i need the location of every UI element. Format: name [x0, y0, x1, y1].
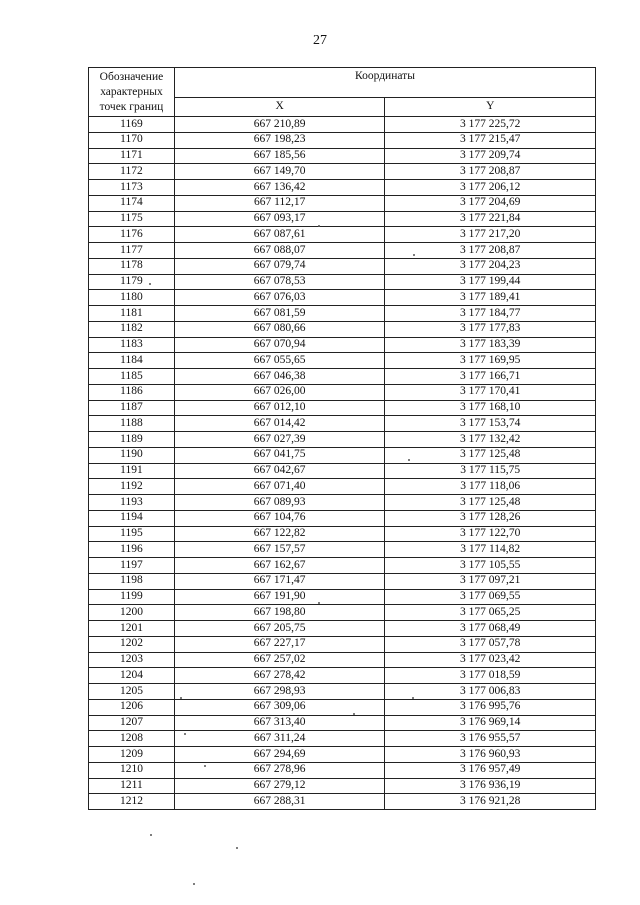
cell-point: 1192	[89, 479, 175, 495]
cell-y: 3 177 068,49	[385, 621, 596, 637]
cell-y: 3 177 208,87	[385, 243, 596, 259]
table-row	[89, 778, 596, 794]
cell-point: 1188	[89, 416, 175, 432]
cell-point: 1185	[89, 369, 175, 385]
cell-point: 1181	[89, 306, 175, 322]
table-row	[89, 542, 596, 558]
cell-point: 1189	[89, 432, 175, 448]
table-row	[89, 652, 596, 668]
table-row	[89, 400, 596, 416]
coordinates-table	[88, 67, 596, 810]
cell-y: 3 177 209,74	[385, 148, 596, 164]
scan-speck	[318, 602, 320, 604]
cell-y: 3 177 215,47	[385, 132, 596, 148]
cell-x: 667 089,93	[174, 495, 385, 511]
cell-x: 667 112,17	[174, 195, 385, 211]
table-row	[89, 479, 596, 495]
cell-point: 1210	[89, 762, 175, 778]
cell-y: 3 177 125,48	[385, 447, 596, 463]
cell-x: 667 014,42	[174, 416, 385, 432]
cell-point: 1178	[89, 258, 175, 274]
cell-x: 667 162,67	[174, 558, 385, 574]
cell-y: 3 177 122,70	[385, 526, 596, 542]
cell-point: 1204	[89, 668, 175, 684]
cell-x: 667 278,96	[174, 762, 385, 778]
cell-x: 667 081,59	[174, 306, 385, 322]
cell-y: 3 177 125,48	[385, 495, 596, 511]
cell-y: 3 177 206,12	[385, 180, 596, 196]
cell-x: 667 288,31	[174, 794, 385, 810]
cell-y: 3 176 955,57	[385, 731, 596, 747]
cell-x: 667 041,75	[174, 447, 385, 463]
cell-point: 1202	[89, 636, 175, 652]
cell-point: 1184	[89, 353, 175, 369]
cell-x: 667 078,53	[174, 274, 385, 290]
table-row	[89, 432, 596, 448]
cell-y: 3 176 957,49	[385, 762, 596, 778]
cell-y: 3 177 177,83	[385, 321, 596, 337]
table-row	[89, 369, 596, 385]
table-row	[89, 274, 596, 290]
table-row	[89, 526, 596, 542]
cell-y: 3 177 169,95	[385, 353, 596, 369]
cell-y: 3 177 128,26	[385, 510, 596, 526]
cell-x: 667 093,17	[174, 211, 385, 227]
table-row	[89, 243, 596, 259]
table-row	[89, 558, 596, 574]
cell-point: 1197	[89, 558, 175, 574]
scan-speck	[413, 254, 415, 256]
table-row	[89, 463, 596, 479]
scan-speck	[408, 459, 410, 461]
table-row	[89, 306, 596, 322]
cell-x: 667 191,90	[174, 589, 385, 605]
cell-point: 1205	[89, 684, 175, 700]
table-row	[89, 747, 596, 763]
cell-x: 667 198,80	[174, 605, 385, 621]
cell-point: 1208	[89, 731, 175, 747]
cell-y: 3 177 184,77	[385, 306, 596, 322]
scan-speck	[204, 765, 206, 767]
table-body	[89, 117, 596, 810]
cell-point: 1201	[89, 621, 175, 637]
cell-x: 667 071,40	[174, 479, 385, 495]
cell-point: 1186	[89, 384, 175, 400]
scan-speck	[412, 697, 414, 699]
table-row	[89, 731, 596, 747]
scan-speck	[149, 283, 151, 285]
cell-point: 1203	[89, 652, 175, 668]
scan-speck	[193, 883, 195, 885]
cell-y: 3 177 208,87	[385, 164, 596, 180]
table-row	[89, 447, 596, 463]
cell-point: 1173	[89, 180, 175, 196]
table-row	[89, 573, 596, 589]
cell-point: 1212	[89, 794, 175, 810]
cell-y: 3 177 115,75	[385, 463, 596, 479]
cell-y: 3 177 069,55	[385, 589, 596, 605]
cell-point: 1206	[89, 699, 175, 715]
table-row	[89, 164, 596, 180]
table-row	[89, 668, 596, 684]
table-header	[89, 68, 596, 117]
cell-point: 1172	[89, 164, 175, 180]
cell-point: 1170	[89, 132, 175, 148]
cell-point: 1176	[89, 227, 175, 243]
cell-x: 667 311,24	[174, 731, 385, 747]
cell-point: 1198	[89, 573, 175, 589]
cell-y: 3 177 006,83	[385, 684, 596, 700]
table-row	[89, 715, 596, 731]
cell-point: 1193	[89, 495, 175, 511]
cell-x: 667 087,61	[174, 227, 385, 243]
scan-speck	[318, 225, 320, 227]
cell-x: 667 278,42	[174, 668, 385, 684]
header-coordinates: Координаты	[174, 68, 595, 98]
cell-x: 667 055,65	[174, 353, 385, 369]
scan-speck	[184, 733, 186, 735]
scan-speck	[150, 834, 152, 836]
table-row	[89, 180, 596, 196]
cell-x: 667 149,70	[174, 164, 385, 180]
cell-y: 3 177 118,06	[385, 479, 596, 495]
cell-x: 667 198,23	[174, 132, 385, 148]
table-row	[89, 227, 596, 243]
table-row	[89, 211, 596, 227]
cell-point: 1200	[89, 605, 175, 621]
table-row	[89, 321, 596, 337]
cell-point: 1171	[89, 148, 175, 164]
cell-point: 1195	[89, 526, 175, 542]
cell-x: 667 298,93	[174, 684, 385, 700]
table-row	[89, 684, 596, 700]
cell-x: 667 076,03	[174, 290, 385, 306]
table-row	[89, 416, 596, 432]
cell-x: 667 185,56	[174, 148, 385, 164]
cell-x: 667 012,10	[174, 400, 385, 416]
cell-x: 667 026,00	[174, 384, 385, 400]
cell-y: 3 176 960,93	[385, 747, 596, 763]
cell-y: 3 177 166,71	[385, 369, 596, 385]
page-number: 27	[313, 33, 327, 48]
cell-y: 3 176 995,76	[385, 699, 596, 715]
cell-point: 1174	[89, 195, 175, 211]
cell-y: 3 177 065,25	[385, 605, 596, 621]
cell-y: 3 177 204,69	[385, 195, 596, 211]
cell-point: 1207	[89, 715, 175, 731]
table-row	[89, 589, 596, 605]
table-row	[89, 117, 596, 133]
cell-x: 667 294,69	[174, 747, 385, 763]
table-row	[89, 510, 596, 526]
cell-x: 667 027,39	[174, 432, 385, 448]
cell-x: 667 042,67	[174, 463, 385, 479]
table-row	[89, 621, 596, 637]
cell-point: 1190	[89, 447, 175, 463]
cell-x: 667 171,47	[174, 573, 385, 589]
cell-y: 3 176 921,28	[385, 794, 596, 810]
cell-x: 667 088,07	[174, 243, 385, 259]
cell-point: 1175	[89, 211, 175, 227]
cell-x: 667 122,82	[174, 526, 385, 542]
scan-speck	[236, 847, 238, 849]
cell-y: 3 177 132,42	[385, 432, 596, 448]
cell-point: 1199	[89, 589, 175, 605]
table-row	[89, 699, 596, 715]
cell-y: 3 177 170,41	[385, 384, 596, 400]
cell-x: 667 104,76	[174, 510, 385, 526]
table-row	[89, 148, 596, 164]
cell-y: 3 177 217,20	[385, 227, 596, 243]
cell-point: 1177	[89, 243, 175, 259]
cell-x: 667 227,17	[174, 636, 385, 652]
cell-y: 3 177 153,74	[385, 416, 596, 432]
header-x: X	[174, 97, 385, 116]
scan-speck	[353, 713, 355, 715]
table-row	[89, 132, 596, 148]
table-row	[89, 290, 596, 306]
cell-y: 3 177 114,82	[385, 542, 596, 558]
cell-y: 3 177 105,55	[385, 558, 596, 574]
table-row	[89, 258, 596, 274]
cell-point: 1179	[89, 274, 175, 290]
cell-y: 3 177 018,59	[385, 668, 596, 684]
cell-point: 1196	[89, 542, 175, 558]
cell-x: 667 079,74	[174, 258, 385, 274]
cell-y: 3 177 183,39	[385, 337, 596, 353]
table-row	[89, 762, 596, 778]
header-y: Y	[385, 97, 596, 116]
cell-y: 3 177 097,21	[385, 573, 596, 589]
scan-speck	[180, 697, 182, 699]
cell-y: 3 176 936,19	[385, 778, 596, 794]
table-row	[89, 384, 596, 400]
cell-x: 667 279,12	[174, 778, 385, 794]
cell-x: 667 205,75	[174, 621, 385, 637]
cell-x: 667 080,66	[174, 321, 385, 337]
cell-x: 667 257,02	[174, 652, 385, 668]
cell-y: 3 176 969,14	[385, 715, 596, 731]
cell-y: 3 177 168,10	[385, 400, 596, 416]
cell-point: 1194	[89, 510, 175, 526]
header-point-designation: Обозначение характерных точек границ	[89, 68, 175, 117]
cell-x: 667 070,94	[174, 337, 385, 353]
cell-point: 1191	[89, 463, 175, 479]
table-row	[89, 495, 596, 511]
cell-point: 1182	[89, 321, 175, 337]
cell-point: 1211	[89, 778, 175, 794]
table-row	[89, 353, 596, 369]
cell-x: 667 136,42	[174, 180, 385, 196]
cell-y: 3 177 199,44	[385, 274, 596, 290]
cell-x: 667 309,06	[174, 699, 385, 715]
table-row	[89, 195, 596, 211]
cell-x: 667 046,38	[174, 369, 385, 385]
cell-y: 3 177 221,84	[385, 211, 596, 227]
cell-point: 1180	[89, 290, 175, 306]
table-row	[89, 337, 596, 353]
cell-y: 3 177 204,23	[385, 258, 596, 274]
cell-y: 3 177 023,42	[385, 652, 596, 668]
cell-point: 1187	[89, 400, 175, 416]
cell-y: 3 177 189,41	[385, 290, 596, 306]
cell-x: 667 210,89	[174, 117, 385, 133]
cell-point: 1183	[89, 337, 175, 353]
cell-point: 1169	[89, 117, 175, 133]
table-row	[89, 605, 596, 621]
table-row	[89, 636, 596, 652]
table-row	[89, 794, 596, 810]
cell-y: 3 177 225,72	[385, 117, 596, 133]
cell-x: 667 313,40	[174, 715, 385, 731]
cell-x: 667 157,57	[174, 542, 385, 558]
cell-y: 3 177 057,78	[385, 636, 596, 652]
cell-point: 1209	[89, 747, 175, 763]
